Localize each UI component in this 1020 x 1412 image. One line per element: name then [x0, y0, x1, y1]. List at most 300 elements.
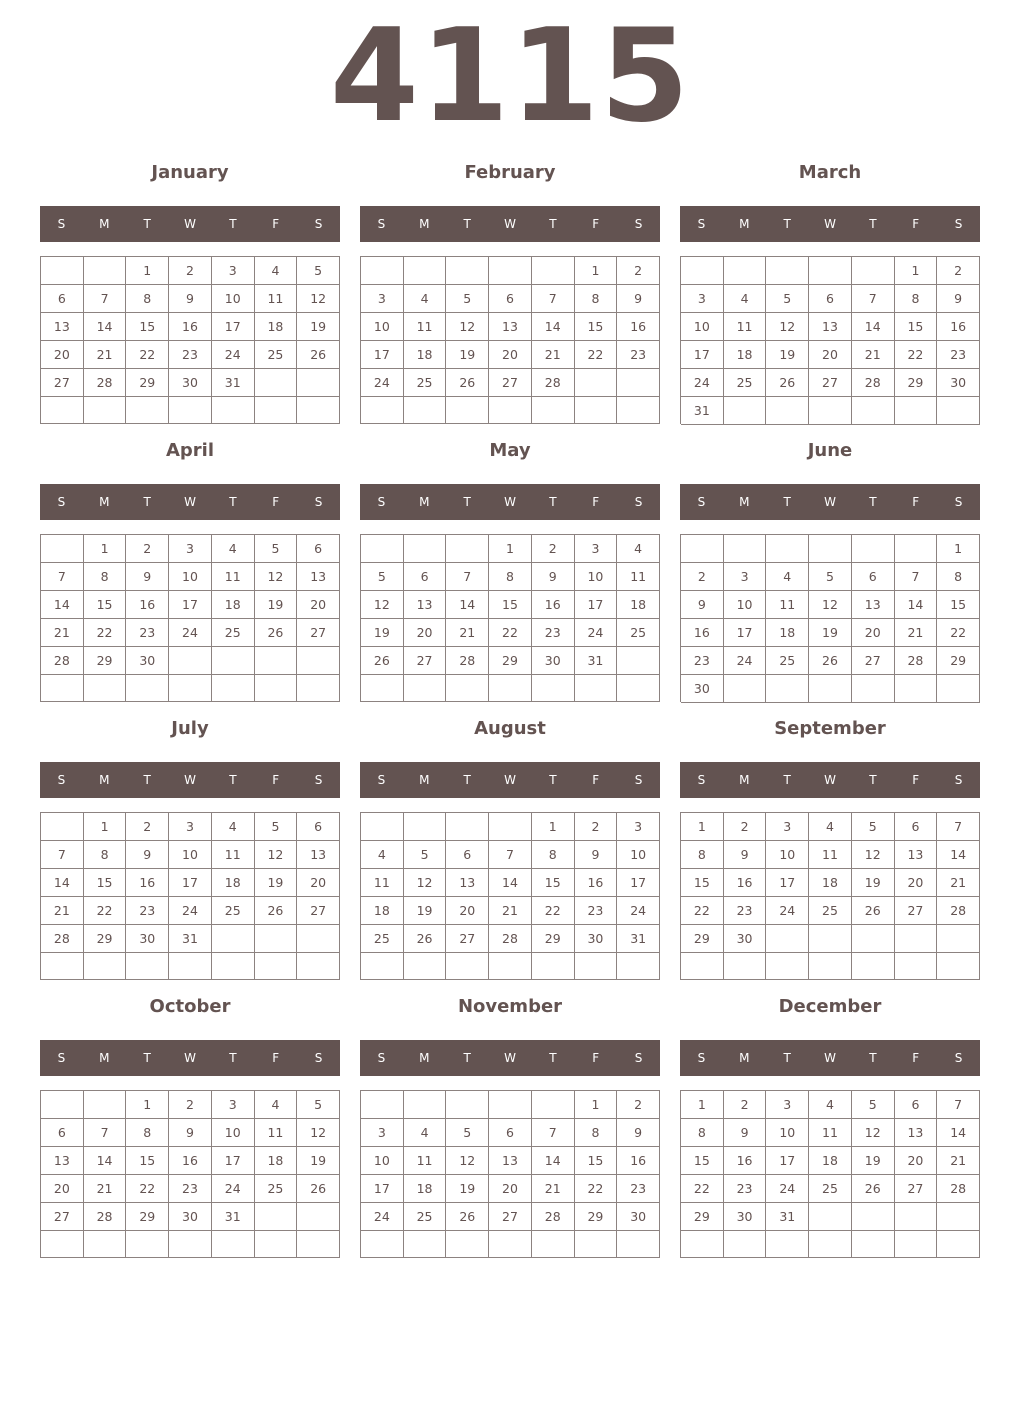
month-name: October — [149, 996, 231, 1017]
weekday-label: W — [824, 495, 836, 509]
empty-cell — [489, 1091, 532, 1119]
weekday-label: W — [824, 1051, 836, 1065]
day-cell: 1 — [84, 813, 127, 841]
day-cell: 1 — [681, 813, 724, 841]
day-cell: 7 — [84, 1119, 127, 1147]
day-cell: 9 — [937, 285, 980, 313]
day-cell: 4 — [809, 813, 852, 841]
empty-cell — [575, 675, 618, 702]
day-cell: 26 — [766, 369, 809, 397]
day-cell: 8 — [575, 1119, 618, 1147]
day-cell: 29 — [84, 647, 127, 675]
empty-cell — [361, 397, 404, 424]
weekday-label: M — [419, 495, 430, 509]
day-cell: 19 — [852, 1147, 895, 1175]
weekday-label: S — [634, 495, 643, 509]
day-cell: 24 — [212, 1175, 255, 1203]
day-cell: 2 — [724, 813, 767, 841]
day-cell: 8 — [895, 285, 938, 313]
empty-cell — [489, 1231, 532, 1258]
day-cell: 2 — [575, 813, 618, 841]
weekday-label: S — [697, 217, 706, 231]
day-cell: 19 — [446, 341, 489, 369]
empty-cell — [766, 953, 809, 980]
empty-cell — [446, 1091, 489, 1119]
day-cell: 7 — [489, 841, 532, 869]
weekday-label: T — [783, 773, 791, 787]
day-cell: 5 — [255, 535, 298, 563]
weekday-label: W — [184, 495, 196, 509]
empty-cell — [446, 397, 489, 424]
empty-cell — [489, 397, 532, 424]
day-cell: 6 — [41, 1119, 84, 1147]
empty-cell — [575, 397, 618, 424]
day-cell: 10 — [361, 313, 404, 341]
empty-cell — [489, 675, 532, 702]
day-cell: 15 — [681, 1147, 724, 1175]
day-cell: 31 — [575, 647, 618, 675]
weekday-label: F — [592, 495, 600, 509]
day-cell: 2 — [169, 257, 212, 285]
day-cell: 18 — [617, 591, 660, 619]
weekday-label: S — [377, 1051, 386, 1065]
day-cell: 14 — [489, 869, 532, 897]
weekday-label: M — [99, 495, 110, 509]
day-cell: 28 — [84, 369, 127, 397]
month-name: September — [774, 718, 886, 739]
empty-cell — [126, 397, 169, 424]
day-cell: 14 — [532, 1147, 575, 1175]
day-cell: 16 — [126, 869, 169, 897]
empty-cell — [41, 1091, 84, 1119]
weekday-label: W — [504, 1051, 516, 1065]
day-cell: 20 — [852, 619, 895, 647]
day-cell: 15 — [575, 1147, 618, 1175]
empty-cell — [255, 675, 298, 702]
day-cell: 12 — [446, 1147, 489, 1175]
empty-cell — [895, 675, 938, 703]
weekday-label: M — [419, 1051, 430, 1065]
weekday-label: T — [143, 1051, 151, 1065]
day-cell: 22 — [937, 619, 980, 647]
empty-cell — [446, 535, 489, 563]
weekday-label: M — [419, 773, 430, 787]
day-cell: 7 — [937, 1091, 980, 1119]
weekday-label: T — [549, 1051, 557, 1065]
day-cell: 16 — [126, 591, 169, 619]
empty-cell — [404, 397, 447, 424]
day-cell: 7 — [852, 285, 895, 313]
weekday-label: S — [697, 773, 706, 787]
day-cell: 17 — [617, 869, 660, 897]
day-cell: 2 — [724, 1091, 767, 1119]
weekday-label: S — [954, 1051, 963, 1065]
day-cell: 12 — [404, 869, 447, 897]
weekday-header — [680, 206, 980, 242]
weekday-label: M — [99, 773, 110, 787]
empty-cell — [255, 647, 298, 675]
day-cell: 23 — [937, 341, 980, 369]
day-cell: 29 — [84, 925, 127, 953]
empty-cell — [446, 953, 489, 980]
empty-cell — [255, 1231, 298, 1258]
day-cell: 31 — [617, 925, 660, 953]
day-cell: 24 — [766, 1175, 809, 1203]
empty-cell — [937, 397, 980, 425]
day-cell: 4 — [255, 257, 298, 285]
empty-cell — [852, 1231, 895, 1258]
day-cell: 19 — [809, 619, 852, 647]
day-cell: 13 — [809, 313, 852, 341]
day-cell: 27 — [297, 619, 340, 647]
empty-cell — [766, 397, 809, 425]
weekday-label: W — [504, 217, 516, 231]
day-cell: 17 — [169, 869, 212, 897]
day-cell: 8 — [126, 1119, 169, 1147]
day-cell: 25 — [404, 369, 447, 397]
day-cell: 3 — [212, 1091, 255, 1119]
day-cell: 19 — [297, 313, 340, 341]
day-cell: 9 — [724, 841, 767, 869]
day-cell: 18 — [724, 341, 767, 369]
empty-cell — [84, 675, 127, 702]
day-cell: 23 — [724, 897, 767, 925]
day-cell: 29 — [681, 1203, 724, 1231]
empty-cell — [255, 925, 298, 953]
day-cell: 4 — [404, 1119, 447, 1147]
day-cell: 24 — [169, 619, 212, 647]
day-cell: 26 — [404, 925, 447, 953]
day-cell: 10 — [169, 841, 212, 869]
empty-cell — [895, 1203, 938, 1231]
day-cell: 2 — [169, 1091, 212, 1119]
day-grid — [680, 812, 980, 980]
day-cell: 26 — [361, 647, 404, 675]
day-cell: 11 — [809, 841, 852, 869]
day-cell: 3 — [212, 257, 255, 285]
day-cell: 14 — [937, 841, 980, 869]
empty-cell — [532, 675, 575, 702]
day-cell: 28 — [446, 647, 489, 675]
day-cell: 19 — [255, 869, 298, 897]
day-cell: 11 — [361, 869, 404, 897]
weekday-header — [360, 1040, 660, 1076]
day-cell: 18 — [212, 591, 255, 619]
day-cell: 7 — [84, 285, 127, 313]
empty-cell — [809, 953, 852, 980]
day-cell: 3 — [169, 535, 212, 563]
empty-cell — [532, 1231, 575, 1258]
day-cell: 21 — [937, 1147, 980, 1175]
empty-cell — [895, 925, 938, 953]
day-cell: 7 — [446, 563, 489, 591]
day-cell: 21 — [532, 341, 575, 369]
weekday-label: T — [549, 773, 557, 787]
day-cell: 9 — [617, 1119, 660, 1147]
day-cell: 14 — [895, 591, 938, 619]
weekday-label: S — [954, 217, 963, 231]
day-cell: 28 — [41, 925, 84, 953]
empty-cell — [446, 813, 489, 841]
empty-cell — [809, 257, 852, 285]
weekday-label: S — [314, 495, 323, 509]
day-cell: 16 — [169, 313, 212, 341]
empty-cell — [809, 1231, 852, 1258]
day-cell: 15 — [895, 313, 938, 341]
day-cell: 4 — [212, 535, 255, 563]
day-cell: 29 — [532, 925, 575, 953]
day-cell: 14 — [41, 591, 84, 619]
day-grid — [360, 256, 660, 424]
empty-cell — [169, 647, 212, 675]
month-name: April — [165, 440, 215, 461]
day-cell: 1 — [681, 1091, 724, 1119]
weekday-label: M — [99, 1051, 110, 1065]
day-cell: 10 — [361, 1147, 404, 1175]
day-cell: 10 — [766, 841, 809, 869]
weekday-label: M — [99, 217, 110, 231]
day-cell: 13 — [404, 591, 447, 619]
day-cell: 18 — [809, 1147, 852, 1175]
day-cell: 6 — [809, 285, 852, 313]
day-cell: 12 — [255, 563, 298, 591]
day-cell: 21 — [41, 619, 84, 647]
day-cell: 12 — [297, 1119, 340, 1147]
weekday-header — [40, 762, 340, 798]
weekday-label: M — [739, 1051, 750, 1065]
empty-cell — [575, 953, 618, 980]
day-cell: 5 — [297, 257, 340, 285]
day-cell: 17 — [361, 1175, 404, 1203]
empty-cell — [84, 397, 127, 424]
weekday-label: S — [314, 1051, 323, 1065]
day-cell: 14 — [41, 869, 84, 897]
weekday-label: M — [739, 495, 750, 509]
empty-cell — [937, 925, 980, 953]
day-cell: 23 — [617, 341, 660, 369]
empty-cell — [297, 675, 340, 702]
empty-cell — [84, 257, 127, 285]
empty-cell — [895, 397, 938, 425]
day-cell: 1 — [532, 813, 575, 841]
day-cell: 7 — [532, 1119, 575, 1147]
day-cell: 31 — [169, 925, 212, 953]
day-cell: 4 — [809, 1091, 852, 1119]
weekday-label: S — [57, 773, 66, 787]
weekday-label: M — [739, 773, 750, 787]
empty-cell — [404, 1091, 447, 1119]
day-cell: 4 — [255, 1091, 298, 1119]
day-cell: 18 — [255, 1147, 298, 1175]
empty-cell — [446, 1231, 489, 1258]
day-cell: 22 — [575, 1175, 618, 1203]
day-cell: 25 — [404, 1203, 447, 1231]
day-cell: 21 — [84, 1175, 127, 1203]
weekday-label: S — [377, 773, 386, 787]
day-cell: 1 — [937, 535, 980, 563]
day-grid — [360, 534, 660, 702]
day-cell: 31 — [212, 1203, 255, 1231]
day-cell: 6 — [297, 813, 340, 841]
day-cell: 3 — [766, 1091, 809, 1119]
empty-cell — [617, 953, 660, 980]
day-cell: 9 — [126, 563, 169, 591]
day-grid — [40, 812, 340, 980]
empty-cell — [532, 953, 575, 980]
day-cell: 11 — [404, 313, 447, 341]
day-cell: 2 — [681, 563, 724, 591]
day-cell: 12 — [446, 313, 489, 341]
day-cell: 9 — [724, 1119, 767, 1147]
empty-cell — [809, 925, 852, 953]
day-cell: 17 — [681, 341, 724, 369]
day-cell: 16 — [617, 1147, 660, 1175]
day-cell: 26 — [852, 897, 895, 925]
day-cell: 2 — [617, 1091, 660, 1119]
day-cell: 21 — [937, 869, 980, 897]
day-cell: 21 — [895, 619, 938, 647]
day-cell: 28 — [532, 1203, 575, 1231]
day-cell: 24 — [617, 897, 660, 925]
day-cell: 18 — [361, 897, 404, 925]
empty-cell — [361, 1091, 404, 1119]
day-cell: 6 — [41, 285, 84, 313]
day-cell: 25 — [212, 619, 255, 647]
day-grid — [680, 256, 980, 424]
empty-cell — [532, 397, 575, 424]
day-cell: 14 — [446, 591, 489, 619]
day-cell: 21 — [532, 1175, 575, 1203]
weekday-label: F — [272, 495, 280, 509]
weekday-label: T — [143, 217, 151, 231]
day-cell: 10 — [212, 285, 255, 313]
day-cell: 20 — [41, 1175, 84, 1203]
weekday-label: F — [272, 1051, 280, 1065]
day-cell: 9 — [575, 841, 618, 869]
day-grid — [360, 812, 660, 980]
day-cell: 30 — [937, 369, 980, 397]
day-cell: 12 — [766, 313, 809, 341]
day-cell: 18 — [404, 341, 447, 369]
empty-cell — [297, 1231, 340, 1258]
empty-cell — [41, 535, 84, 563]
month-name: July — [171, 718, 209, 739]
weekday-header — [360, 206, 660, 242]
day-cell: 2 — [617, 257, 660, 285]
day-cell: 23 — [169, 341, 212, 369]
weekday-label: T — [549, 217, 557, 231]
empty-cell — [895, 1231, 938, 1258]
empty-cell — [41, 397, 84, 424]
day-cell: 9 — [169, 285, 212, 313]
empty-cell — [404, 1231, 447, 1258]
empty-cell — [724, 535, 767, 563]
weekday-label: F — [592, 773, 600, 787]
weekday-label: F — [912, 495, 920, 509]
empty-cell — [489, 257, 532, 285]
day-cell: 14 — [852, 313, 895, 341]
empty-cell — [255, 397, 298, 424]
day-cell: 5 — [446, 285, 489, 313]
empty-cell — [212, 1231, 255, 1258]
weekday-label: T — [783, 217, 791, 231]
empty-cell — [489, 813, 532, 841]
weekday-label: W — [184, 217, 196, 231]
day-cell: 28 — [489, 925, 532, 953]
day-cell: 26 — [297, 1175, 340, 1203]
day-cell: 10 — [212, 1119, 255, 1147]
empty-cell — [937, 1231, 980, 1258]
empty-cell — [681, 535, 724, 563]
month-name: June — [807, 440, 853, 461]
day-cell: 27 — [404, 647, 447, 675]
day-cell: 3 — [617, 813, 660, 841]
day-cell: 29 — [126, 369, 169, 397]
day-cell: 25 — [617, 619, 660, 647]
day-cell: 23 — [617, 1175, 660, 1203]
day-cell: 24 — [681, 369, 724, 397]
weekday-label: T — [549, 495, 557, 509]
day-cell: 26 — [255, 897, 298, 925]
day-cell: 19 — [852, 869, 895, 897]
weekday-label: T — [463, 773, 471, 787]
day-cell: 26 — [297, 341, 340, 369]
weekday-label: T — [869, 1051, 877, 1065]
weekday-label: F — [592, 217, 600, 231]
empty-cell — [84, 953, 127, 980]
day-cell: 1 — [126, 1091, 169, 1119]
day-cell: 18 — [809, 869, 852, 897]
day-cell: 13 — [852, 591, 895, 619]
day-grid — [680, 1090, 980, 1258]
day-cell: 16 — [617, 313, 660, 341]
day-cell: 13 — [489, 313, 532, 341]
weekday-label: T — [783, 495, 791, 509]
day-cell: 12 — [852, 1119, 895, 1147]
weekday-label: F — [912, 1051, 920, 1065]
weekday-label: T — [229, 1051, 237, 1065]
day-cell: 21 — [41, 897, 84, 925]
day-cell: 22 — [489, 619, 532, 647]
day-cell: 20 — [489, 341, 532, 369]
day-cell: 6 — [895, 1091, 938, 1119]
day-grid — [40, 256, 340, 424]
empty-cell — [41, 675, 84, 702]
day-cell: 26 — [446, 1203, 489, 1231]
day-cell: 15 — [126, 1147, 169, 1175]
empty-cell — [617, 397, 660, 424]
day-cell: 15 — [681, 869, 724, 897]
day-cell: 16 — [575, 869, 618, 897]
empty-cell — [617, 675, 660, 702]
empty-cell — [809, 675, 852, 703]
empty-cell — [852, 397, 895, 425]
day-cell: 20 — [404, 619, 447, 647]
day-cell: 10 — [724, 591, 767, 619]
month-name: February — [464, 162, 556, 183]
day-cell: 2 — [937, 257, 980, 285]
empty-cell — [532, 1091, 575, 1119]
day-cell: 26 — [446, 369, 489, 397]
empty-cell — [41, 813, 84, 841]
day-cell: 1 — [575, 1091, 618, 1119]
day-cell: 30 — [169, 1203, 212, 1231]
day-cell: 20 — [809, 341, 852, 369]
weekday-header — [680, 762, 980, 798]
day-cell: 11 — [724, 313, 767, 341]
empty-cell — [126, 953, 169, 980]
day-cell: 9 — [532, 563, 575, 591]
